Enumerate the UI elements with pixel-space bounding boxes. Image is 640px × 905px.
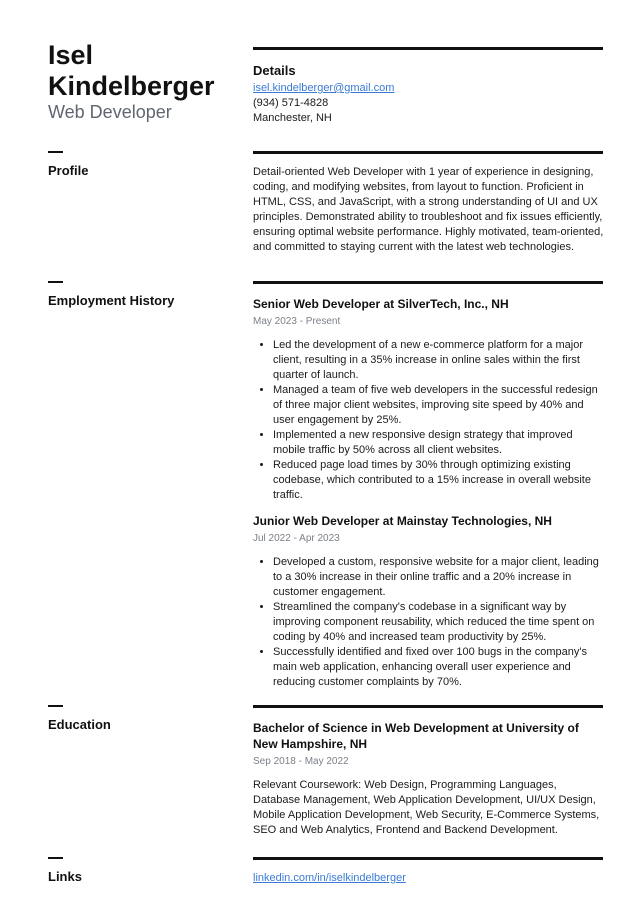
degree-heading: Bachelor of Science in Web Development at University of New Hampshire, NH (253, 721, 579, 751)
first-name: Isel (48, 40, 94, 70)
education-section (253, 720, 605, 838)
job-bullet: • Implemented a new responsive design strategy that improved mobile traffic by 50% across all client websites. (273, 428, 605, 458)
job-entry (253, 296, 605, 503)
education-dash (48, 705, 63, 707)
job-entry (253, 513, 605, 690)
links-label: Links (48, 869, 82, 884)
job-title: Web Developer (48, 102, 172, 122)
last-name: Kindelberger (48, 71, 215, 101)
job-bullet: • Developed a custom, responsive website for a major client, leading to a 30% increase in their online traffic and a 20% increase in customer engagement. (273, 555, 605, 600)
details-section (253, 63, 605, 126)
phone: (934) 571-4828 (253, 97, 329, 109)
location: Manchester, NH (253, 112, 332, 124)
job-heading: Junior Web Developer at Mainstay Technologies, NH (253, 514, 552, 528)
linkedin-link[interactable]: linkedin.com/in/iselkindelberger (253, 872, 406, 884)
education-dates: Sep 2018 - May 2022 (253, 756, 349, 767)
education-label: Education (48, 717, 111, 732)
profile-rule (253, 151, 603, 154)
candidate-name (48, 40, 238, 102)
job-bullet: • Managed a team of five web developers in the successful redesign of three major client websites, improving site speed by 40% and user engagement by 25%. (273, 383, 605, 428)
links-dash (48, 857, 63, 859)
job-bullet: • Led the development of a new e-commerce platform for a major client, resulting in a 35% increase in online sales within the first quarter of launch. (273, 338, 605, 383)
job-heading: Senior Web Developer at SilverTech, Inc., NH (253, 297, 509, 311)
details-rule (253, 47, 603, 50)
links-section (253, 871, 605, 886)
email-link[interactable]: isel.kindelberger@gmail.com (253, 82, 395, 94)
job-dates: May 2023 - Present (253, 316, 341, 327)
employment-section (253, 296, 605, 690)
job-bullet: • Streamlined the company's codebase in a significant way by improving component reusability, which reduced the time spent on coding by 40% and increased team productivity by 25%. (273, 600, 605, 645)
job-bullets (253, 555, 605, 690)
job-dates: Jul 2022 - Apr 2023 (253, 533, 340, 544)
job-bullet: • Successfully identified and fixed over 100 bugs in the company's main web application, enhancing overall user experience and reducing customer complaints by 70%. (273, 645, 605, 690)
profile-text: Detail-oriented Web Developer with 1 year of experience in designing, coding, and modifying websites, from layout to function. Proficient in HTML, CSS, and JavaScript, with a strong understanding of UI and UX principles. Demonstrated ability to troubleshoot and fix issues efficiently, ensuring optimal website performance. Highly motivated, team-oriented, and committed to staying current with the latest web technologies. (253, 166, 604, 253)
profile-dash (48, 151, 63, 153)
job-bullet: • Reduced page load times by 30% through optimizing existing codebase, which contributed to a 15% increase in overall website traffic. (273, 458, 605, 503)
profile-label: Profile (48, 163, 89, 178)
coursework: Relevant Coursework: Web Design, Programming Languages, Database Management, Web Application Development, UI/UX Design, Mobile Application Development, Web Security, E-Commerce Systems, SEO and Web Analytics, Frontend and Backend Development. (253, 779, 600, 836)
employment-rule (253, 281, 603, 284)
details-heading: Details (253, 63, 296, 78)
links-rule (253, 857, 603, 860)
education-rule (253, 705, 603, 708)
employment-label: Employment History (48, 293, 175, 308)
employment-dash (48, 281, 63, 283)
job-bullets (253, 338, 605, 503)
